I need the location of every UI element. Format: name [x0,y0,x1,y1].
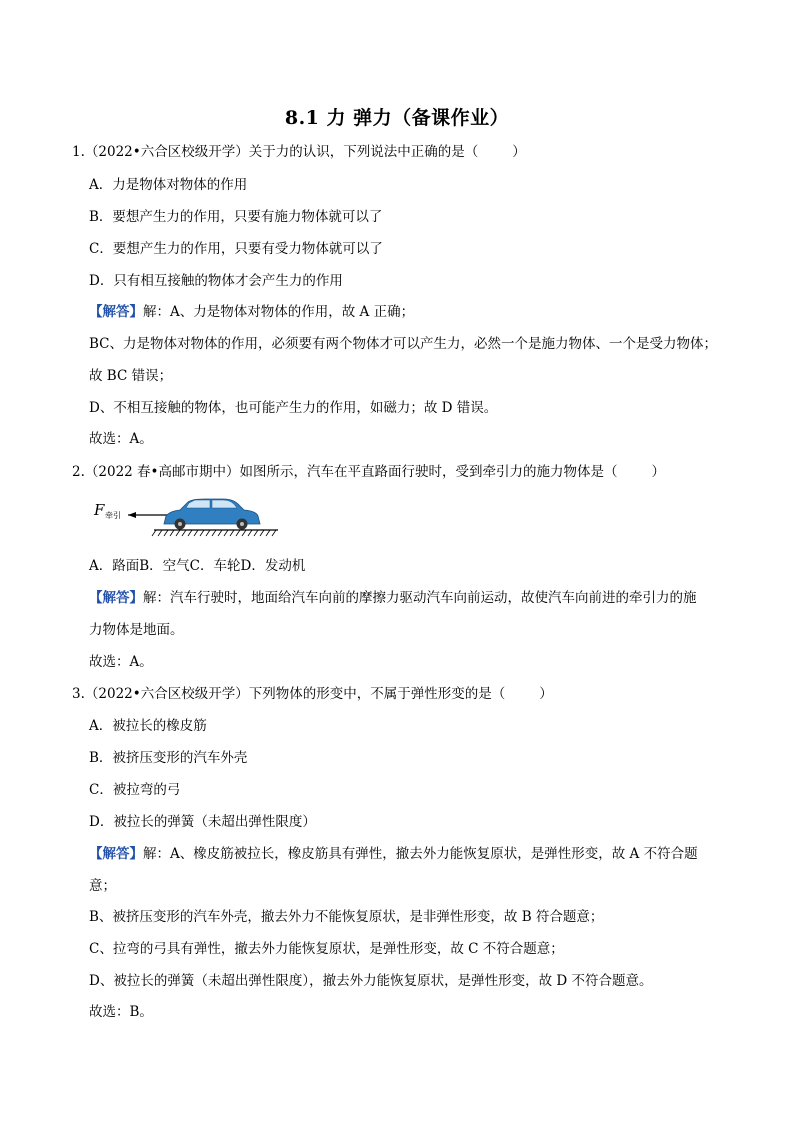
question-3-stem [72,684,553,704]
force-label-sub: 牵引 [105,511,121,520]
question-text: 关于力的认识，下列说法中正确的是（ [248,144,479,160]
question-2-stem [72,462,665,482]
options-row [89,556,305,576]
answer-text: 解：A、橡皮筋被拉长，橡皮筋具有弹性，撤去外力能恢复原状，是弹性形变，故 A 不符合题 [143,846,698,862]
option-b: B．被挤压变形的汽车外壳 [89,750,248,766]
answer-line: BC、力是物体对物体的作用，必须要有两个物体才可以产生力，必然一个是施力物体、一个是受力物体； [89,336,717,352]
answer-line: C、拉弯的弓具有弹性，撤去外力能恢复原状，是弹性形变，故 C 不符合题意； [89,941,564,957]
question-number: 3. [72,686,85,702]
option-d: D．被拉长的弹簧（未超出弹性限度） [89,814,316,830]
arrow-head [128,512,136,518]
wheel-hub [240,522,244,526]
answer-choice: 故选：A。 [89,654,153,670]
answer-tag: 【解答】 [89,846,143,862]
answer-line: 力物体是地面。 [89,622,184,638]
option-c: C．车轮 [189,558,241,574]
option-a: A．路面 [89,558,140,574]
wheel-hub [178,522,182,526]
option-a: A．力是物体对物体的作用 [89,177,248,193]
answer-line [89,844,698,864]
question-close-paren: ） [651,464,666,480]
page-title: 8.1 力 弹力（备课作业） [284,107,510,129]
option-b: B．空气 [139,558,190,574]
question-text: 如图所示，汽车在平直路面行驶时，受到牵引力的施力物体是（ [239,464,618,480]
question-source: （2022•六合区校级开学） [84,144,249,160]
answer-line: 故 BC 错误； [89,368,173,384]
answer-text: 解：A、力是物体对物体的作用，故 A 正确； [143,304,415,320]
answer-line: 意； [89,878,116,894]
force-label-f: F [94,501,105,519]
answer-choice: 故选：A。 [89,431,153,447]
question-text: 下列物体的形变中，不属于弹性形变的是（ [248,686,506,702]
option-d: D．发动机 [240,558,306,574]
question-source: （2022•六合区校级开学） [84,686,249,702]
answer-line: D、被拉长的弹簧（未超出弹性限度），撤去外力能恢复原状，是弹性形变，故 D 不符合题意。 [89,973,653,989]
ground-hatching [152,530,276,536]
option-c: C．被拉弯的弓 [89,782,181,798]
answer-tag: 【解答】 [89,590,143,606]
option-d: D．只有相互接触的物体才会产生力的作用 [89,273,343,289]
answer-line: D、不相互接触的物体，也可能产生力的作用，如磁力；故 D 错误。 [89,400,498,416]
question-number: 1. [72,144,85,160]
answer-text: 解：汽车行驶时，地面给汽车向前的摩擦力驱动汽车向前运动，故使汽车向前进的牵引力的施 [143,590,697,606]
question-close-paren: ） [539,686,553,702]
answer-tag: 【解答】 [89,304,143,320]
answer-line [89,302,414,322]
question-number: 2. [72,464,85,480]
answer-choice: 故选：B。 [89,1004,153,1020]
question-close-paren: ） [512,144,526,160]
question-1-stem [72,142,526,162]
question-source: （2022 春•高邮市期中） [84,464,240,480]
answer-line [89,588,697,608]
option-c: C．要想产生力的作用，只要有受力物体就可以了 [89,241,383,257]
option-b: B．要想产生力的作用，只要有施力物体就可以了 [89,209,383,225]
answer-line: B、被挤压变形的汽车外壳，撤去外力不能恢复原状，是非弹性形变，故 B 符合题意； [89,909,604,925]
option-a: A．被拉长的橡皮筋 [89,718,207,734]
car-traction-figure [92,494,292,538]
